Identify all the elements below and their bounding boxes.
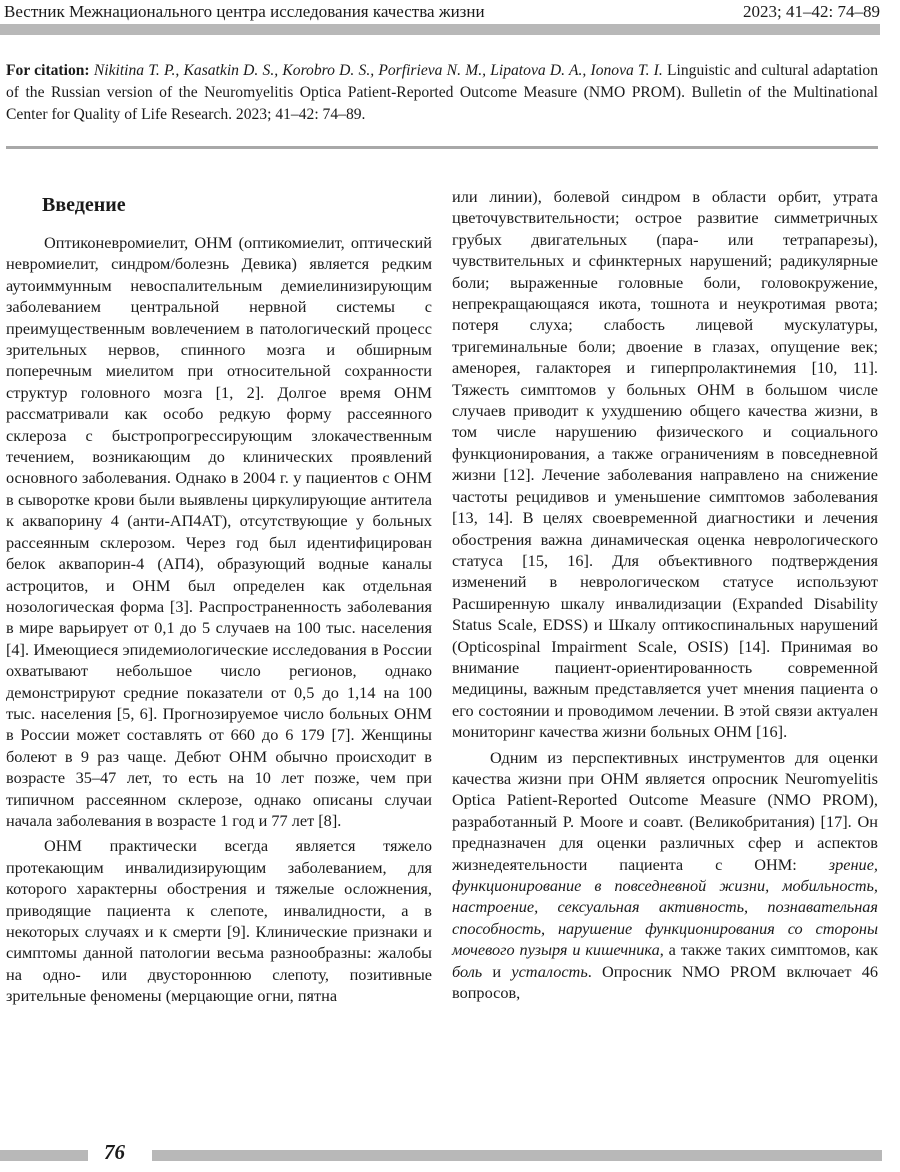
citation-text: Linguistic and cultural adaptation of the Russian version of the Neuromyelitis Optica Patient-Reported Outcome Measure (NMO PROM). Bulletin of the Multinational Center for Quality of Life Research. 2023; 41–42: 74–89. xyxy=(6,62,878,123)
text-run: . Опросник NMO PROM включает 46 вопросов, xyxy=(452,961,878,1003)
running-header xyxy=(0,0,900,30)
citation-label: For citation: xyxy=(6,62,90,79)
italic-run: боль xyxy=(452,961,483,981)
footer-bar-left xyxy=(0,1150,88,1161)
italic-run: зрение, функционирование в повседневной жизни, мобильность, настроение, сексуальная активность, познавательная способность, нарушение функционирования со стороны мочевого пузыря и кишечника xyxy=(452,854,878,960)
footer-bar-right xyxy=(152,1150,882,1161)
italic-run: усталость xyxy=(511,961,588,981)
left-column xyxy=(6,186,432,1007)
paragraph: ОНМ практически всегда является тяжело протекающим инвалидизирующим заболеванием, для которого характерны обострения и тяжелые осложнения, приводящие пациента к слепоте, инвалидности, а в некоторых случаях и к смерти [9]. Клинические признаки и симптомы данной патологии весьма разнообразны: жалобы на одно- или двустороннюю слепоту, позитивные зрительные феномены (мерцающие огни, пятна xyxy=(6,836,432,1006)
citation-block xyxy=(6,60,878,126)
section-title: Введение xyxy=(42,194,126,216)
issue-pages: 2023; 41–42: 74–89 xyxy=(743,2,880,21)
text-run: Одним из перспективных инструментов для оценки качества жизни при ОНМ является опросник Neuromyelitis Optica Patient-Reported Outcome Measure (NMO PROM), разработанный P. Moore и соавт. (Великобритания) [17]. Он предназначен для оценки различных сфер и аспектов жизнедеятельности пациента с ОНМ: xyxy=(452,747,878,874)
paragraph: или линии), болевой синдром в области орбит, утрата цветочувствительности; острое развитие симметричных грубых двигательных (пара- или тетрапарезы), чувствительных и сфинктерных нарушений; радикулярные боли; выраженные головные боли, головокружение, непрекращающаяся икота, тошнота и неукротимая рвота; потеря слуха; слабость лицевой мускулатуры, тригеминальные боли; двоение в глазах, опущение век; аменорея, галакторея и гиперпролактинемия [10, 11]. Тяжесть симптомов у больных ОНМ в большом числе случаев приводит к ухудшению общего качества жизни, в том числе нарушению физического и социального функционирования, а также ограничениям в повседневной жизни [12]. Лечение заболевания направлено на снижение частоты рецидивов и уменьшение симптомов заболевания [13, 14]. В целях своевременной диагностики и лечения обострения важна динамическая оценка неврологического статуса [15, 16]. Для объективного подтверждения изменений в неврологическом статусе используют Расширенную шкалу инвалидизации (Expanded Disability Status Scale, EDSS) и Шкалу оптикоспинальных нарушений (Opticospinal Impairment Scale, OSIS) [14]. Принимая во внимание пациент-ориентированность современной медицины, важным представляется учет мнения пациента о его состоянии и проводимом лечении. В этой связи актуален мониторинг качества жизни больных ОНМ [16]. xyxy=(452,187,878,742)
citation-authors: Nikitina T. P., Kasatkin D. S., Korobro D. S., Porfirieva N. M., Lipatova D. A., Ionova T. I. xyxy=(93,62,663,79)
text-run: , а также таких симптомов, как xyxy=(659,940,878,960)
paragraph: Оптиконевромиелит, ОНМ (оптикомиелит, оптический невромиелит, синдром/болезнь Девика) является редким аутоиммунным невоспалительным демиелинизирующим заболеванием центральной нервной системы с преимущественным вовлечением в патологический процесс зрительных нервов, спинного мозга и обширным поперечным миелитом при относительной сохранности структур головного мозга [1, 2]. Долгое время ОНМ рассматривали как особо редкую форму рассеянного склероза с быстропрогрессирующим злокачественным течением, возникающим до клинических проявлений основного заболевания. Однако в 2004 г. у пациентов с ОНМ в сыворотке крови были выявлены циркулирующие антитела к аквапорину 4 (анти-АП4АТ), отсутствующие у больных рассеянным склерозом. Через год был идентифицирован белок аквапорин-4 (АП4), образующий водные каналы астроцитов, и ОНМ был определен как отдельная нозологическая форма [3]. Распространенность заболевания в мире варьирует от 0,1 до 5 случаев на 100 тыс. населения [4]. Имеющиеся эпидемиологические исследования в России охватывают небольшое число регионов, однако демонстрируют средние показатели от 0,5 до 1,14 на 100 тыс. населения [5, 6]. Прогнозируемое число больных ОНМ в России может составлять от 660 до 6 179 [7]. Женщины болеют в 9 раз чаще. Дебют ОНМ обычно происходит в возрасте 35–47 лет, то есть на 10 лет позже, чем при типичном рассеянном склерозе, однако описаны случаи начала заболевания в возрасте 1 год и 77 лет [8]. xyxy=(6,233,432,830)
text-run: и xyxy=(482,961,512,981)
header-bar xyxy=(0,24,880,35)
page-number: 76 xyxy=(104,1140,125,1164)
citation-divider xyxy=(6,146,878,149)
paragraph xyxy=(452,747,878,1004)
page-footer xyxy=(0,1140,900,1172)
journal-title: Вестник Межнационального центра исследования качества жизни xyxy=(4,2,485,21)
right-column xyxy=(452,186,878,1003)
